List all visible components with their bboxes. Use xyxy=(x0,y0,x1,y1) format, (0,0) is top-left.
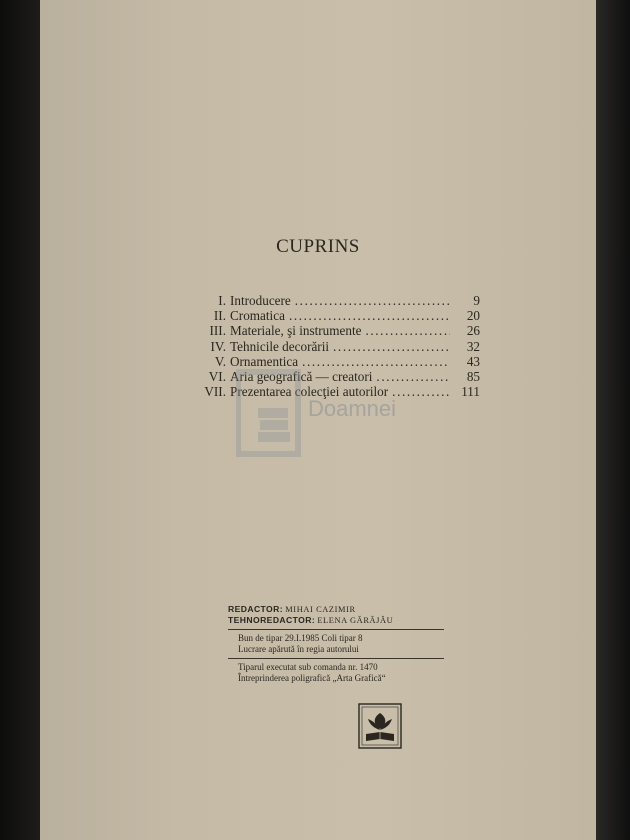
toc-entry-title: Ornamentica xyxy=(230,353,299,369)
toc-dot-leader xyxy=(365,323,450,338)
tech-editor-credit xyxy=(228,615,444,626)
toc-entry-number: IV. xyxy=(210,338,226,354)
toc-entry xyxy=(190,323,480,338)
toc-entry xyxy=(190,308,480,323)
colophon xyxy=(228,604,444,684)
toc-dot-leader xyxy=(295,293,450,308)
printer-name-line: Întreprinderea poligrafică „Arta Grafică“ xyxy=(238,673,386,683)
toc-entry-page: 20 xyxy=(466,308,480,324)
print-order-line: Tiparul executat sub comanda nr. 1470 xyxy=(238,662,378,672)
background-right-edge xyxy=(596,0,630,840)
toc-entry-number: VII. xyxy=(204,384,226,400)
toc-entry-title: Prezentarea colecţiei autorilor xyxy=(230,384,389,400)
print-approval-line: Bun de tipar 29.I.1985 Coli tipar 8 xyxy=(238,633,363,643)
toc-dot-leader xyxy=(302,354,450,369)
toc-entry-title: Tehnicile decorării xyxy=(230,338,330,354)
toc-entry-page: 32 xyxy=(466,338,480,354)
toc-entry-number: V. xyxy=(214,353,226,369)
divider xyxy=(228,629,444,630)
toc-dot-leader xyxy=(289,308,450,323)
toc-entry-title: Cromatica xyxy=(230,308,285,324)
toc-entry-number: I. xyxy=(218,293,226,308)
watermark-text: Doamnei xyxy=(308,396,397,421)
background-left-edge xyxy=(0,0,40,840)
toc-entry-page: 85 xyxy=(466,369,480,385)
toc-dot-leader xyxy=(333,339,450,354)
page-title: CUPRINS xyxy=(276,236,360,257)
toc-entry xyxy=(190,293,480,308)
toc-entry-page: 26 xyxy=(466,323,480,339)
toc-entry-page: 9 xyxy=(473,293,480,308)
publication-note-line: Lucrare apărută în regia autorului xyxy=(238,644,359,654)
toc-dot-leader xyxy=(376,369,450,384)
editor-credit xyxy=(228,604,444,615)
editor-name: MIHAI CAZIMIR xyxy=(285,605,356,614)
toc-entry-page: 43 xyxy=(466,353,480,369)
editor-label: REDACTOR: xyxy=(228,604,284,614)
toc-entry-number: VI. xyxy=(208,369,226,385)
printer-logo-icon xyxy=(358,703,402,749)
book-page xyxy=(40,0,596,840)
tech-editor-label: TEHNOREDACTOR: xyxy=(228,615,316,625)
toc-entry-number: III. xyxy=(209,323,226,339)
divider xyxy=(228,658,444,659)
toc-entry xyxy=(190,339,480,354)
toc-entry-title: Introducere xyxy=(230,293,291,308)
toc-entry xyxy=(190,354,480,369)
toc-entry-number: II. xyxy=(213,308,226,324)
toc-dot-leader xyxy=(392,384,450,399)
toc-entry-title: Materiale, şi instrumente xyxy=(230,323,362,339)
toc-entry-title: Aria geografică — creatori xyxy=(230,369,373,385)
toc-entry-page: 111 xyxy=(461,384,480,400)
tech-editor-name: ELENA GĂRĂJĂU xyxy=(317,616,394,625)
